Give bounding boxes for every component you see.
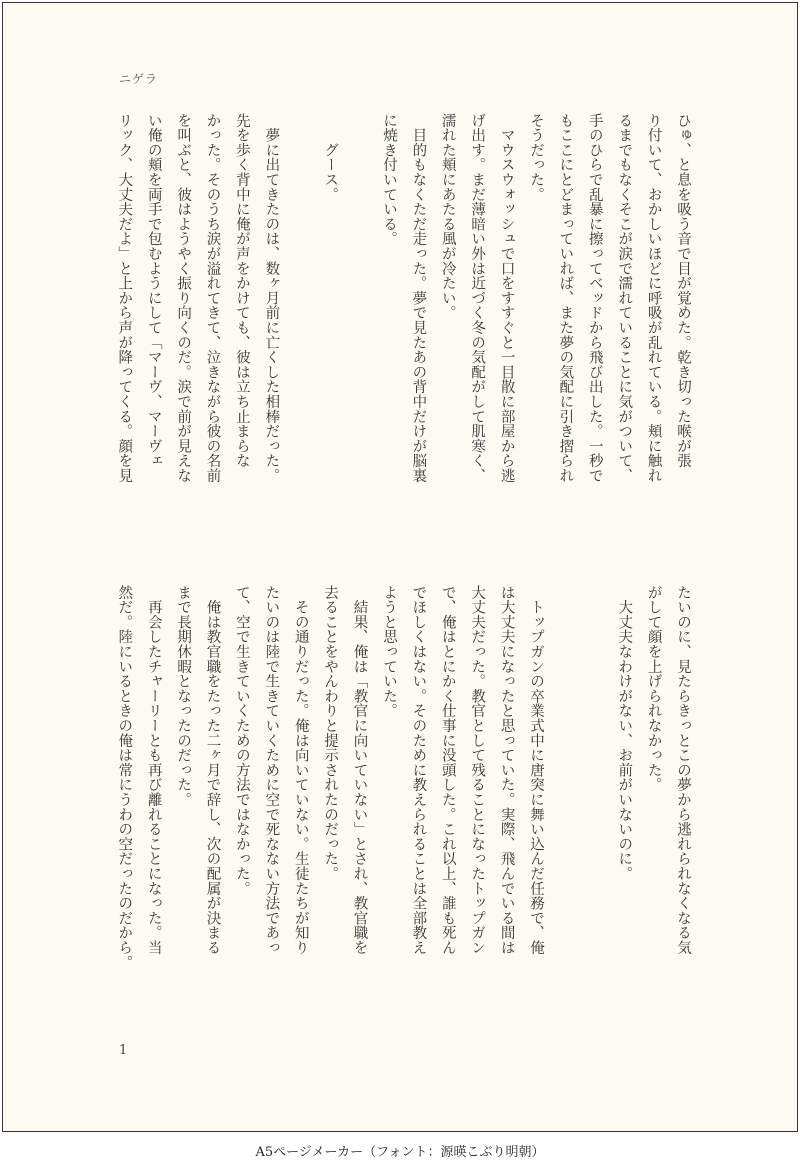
lower-text-line: で、俺はとにかく仕事に没頭した。これ以上、誰も死ん [439,585,456,955]
lower-text-line: がして顔を上げられなかった。 [645,585,662,793]
lower-text-line: 俺は教官職をたった二ヶ月で辞し、次の配属が決まる [204,585,221,955]
lower-text-line: 大丈夫なわけがない、お前がいないのに。 [616,585,633,881]
upper-text-line: グース。 [322,113,339,202]
lower-text-line: その通りだった。俺は向いていない。生徒たちが知り [292,585,309,955]
lower-text-line: まで長期休暇となったのだった。 [175,585,192,807]
lower-text-line: は大丈夫になったと思っていた。実際、飛んでいる間は [498,585,515,955]
upper-text-line [344,113,373,573]
lower-text-line: ようと思っていた。 [380,585,397,719]
lower-text-line: 然だ。陸にいるときの俺は常にうわの空だったのだから。 [116,585,133,970]
upper-text-line: るまでもなくそこが涙で濡れていることに気がついて、 [616,113,633,483]
running-header: ニゲラ [119,72,159,86]
lower-text-line [550,585,579,1045]
upper-text-line: げ出す。まだ薄暗い外は近づく冬の気配がして肌寒く、 [469,113,486,483]
upper-text-line: 夢に出てきたのは、数ヶ月前に亡くした相棒だった。 [263,113,280,483]
lower-text-line: 再会したチャーリーとも再び離れることになった。当 [145,585,162,955]
upper-text-line: かった。そのうち涙が溢れてきて、泣きながら彼の名前 [204,113,221,483]
upper-text-line [285,113,314,573]
upper-text-line: 手のひらで乱暴に擦ってベッドから飛び出した。一秒で [586,113,603,483]
lower-text-line: たいのは陸で生きていくために空で死なない方法であっ [263,585,280,955]
upper-text-line: もここにとどまっていれば、また夢の気配に引き摺られ [557,113,574,483]
upper-text-line: を叫ぶと、彼はようやく振り向くのだ。涙で前が見えな [175,113,192,483]
upper-text-line: ひゅ、と息を吸う音で目が覚めた。乾き切った喉が張 [675,113,691,469]
lower-text-line: たいのに、見たらきっとこの夢から逃れられなくなる気 [675,585,691,955]
footer-caption: A5ページメーカー（フォント：源暎こぶり明朝） [255,1145,545,1160]
lower-text-line: 去ることをやんわりと提示されたのだった。 [322,585,339,881]
upper-text-line: そうだった。 [527,113,544,202]
lower-text-line: 大丈夫だった。教官として残ることになったトップガン [469,585,486,955]
lower-text-line [579,585,608,1045]
upper-text-line: リック、大丈夫だよ」と上から声が降ってくる。顔を見 [116,113,133,483]
page-number: 1 [119,1043,128,1058]
upper-text-block [109,113,697,573]
lower-text-block [109,585,697,1045]
upper-text-line: に焼き付いている。 [380,113,397,247]
lower-text-line: 結果、俺は「教官に向いていない」とされ、教官職を [351,585,368,955]
upper-text-line: い俺の頬を両手で包むようにして「マーヴ、マーヴェ [145,113,162,469]
upper-text-line: マウスウォッシュで口をすすぐと一目散に部屋から逃 [498,113,515,483]
upper-text-line: 先を歩く背中に俺が声をかけても、彼は立ち止まらな [233,113,250,469]
lower-text-line: て、空で生きていくための方法ではなかった。 [233,585,250,896]
upper-text-line: り付いて、おかしいほどに呼吸が乱れている。頬に触れ [645,113,662,483]
upper-text-line: 目的もなくただ走った。夢で見たあの背中だけが脳裏 [410,113,427,483]
document-page [2,2,798,1132]
upper-text-line: 濡れた頬にあたる風が冷たい。 [439,113,456,321]
lower-text-line: トップガンの卒業式中に唐突に舞い込んだ任務で、俺 [527,585,544,955]
lower-text-line: でほしくはない。そのために教えられることは全部教え [410,585,427,955]
